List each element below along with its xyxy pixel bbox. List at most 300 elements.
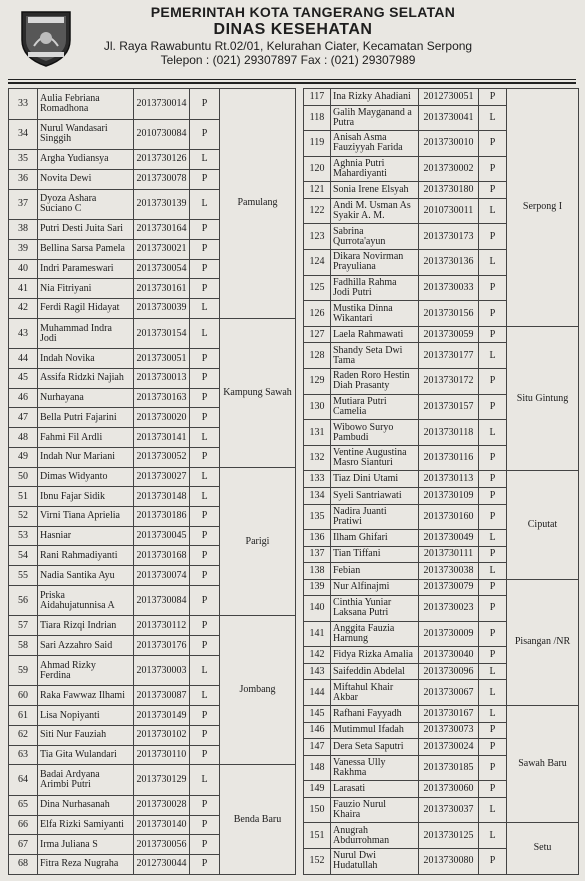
participant-name [331,579,419,596]
participant-name-line: Fadhilla Rahma [333,276,397,288]
gender: P [190,89,220,120]
participant-name-line: Ventine Augustina [333,447,407,459]
student-id: 2013730054 [134,259,190,279]
gender: P [479,755,507,781]
student-id: 2013730027 [134,467,190,487]
table-row [304,823,579,849]
gender: L [479,420,507,446]
row-number: 33 [9,89,38,120]
participant-name [331,563,419,580]
participant-name [331,739,419,756]
participant-name [331,663,419,680]
participant-name-line: Lisa Nopiyanti [40,709,100,721]
participant-name [331,530,419,547]
participant-name [38,239,134,259]
student-id: 2013730149 [134,706,190,726]
participant-name-line: Miftahul Khair [333,681,394,693]
gender: P [479,647,507,664]
participant-name-line: Tama [333,354,356,366]
participant-name-line: Irma Juliana S [40,838,98,850]
gender: L [190,189,220,220]
student-id: 2013730060 [419,781,479,798]
gender: L [479,105,507,131]
gender: P [479,182,507,199]
participant-name [38,795,134,815]
gender: L [479,250,507,276]
gender: P [479,394,507,420]
participant-name-line: Ferdina [40,669,71,681]
participant-name-line: Putri Desti Juita Sari [40,223,124,235]
participant-name-line: Dyoza Ashara [40,193,97,205]
participant-name [331,420,419,446]
participant-name [38,189,134,220]
row-number: 66 [9,815,38,835]
participant-name-line: Wikantari [333,312,373,324]
row-number: 143 [304,663,331,680]
gender: L [190,428,220,448]
gender: L [190,318,220,349]
gender: L [479,198,507,224]
participant-name-line: Putra [333,116,355,128]
participant-name [38,507,134,527]
row-number: 65 [9,795,38,815]
gender: P [479,579,507,596]
location-name: Setu [507,823,579,874]
gender: P [190,507,220,527]
participant-name [38,169,134,189]
student-id: 2013730168 [134,546,190,566]
participant-name [38,259,134,279]
participant-name-line: Nadia Santika Ayu [40,569,115,581]
gender: P [190,725,220,745]
participant-name-line: Larasati [333,782,366,794]
participant-name-line: Elfa Rizki Samiyanti [40,818,124,830]
row-number: 152 [304,848,331,874]
gender: L [479,706,507,723]
student-id: 2013730080 [419,848,479,874]
row-number: 34 [9,119,38,150]
student-id: 2013730186 [134,507,190,527]
participant-name [38,369,134,389]
participant-name [38,636,134,656]
participant-name-line: Rani Rahmadiyanti [40,549,118,561]
participant-name-line: Qurrota'ayun [333,235,386,247]
row-number: 129 [304,369,331,395]
gender: L [190,765,220,796]
participant-name [331,596,419,622]
student-id: 2013730126 [134,150,190,170]
participant-name [38,150,134,170]
gender: P [190,636,220,656]
participant-name-line: Masro Sianturi [333,457,393,469]
gender: L [479,680,507,706]
student-id: 2013730161 [134,279,190,299]
participant-name-line: Akbar [333,691,358,703]
student-id: 2013730013 [134,369,190,389]
gender: P [479,621,507,647]
participant-name-line: Priska [40,589,65,601]
participant-name-line: Fidya Rizka Amalia [333,649,413,661]
row-number: 55 [9,566,38,586]
participant-name-line: Tian Tiffani [333,548,381,560]
gender: P [190,795,220,815]
row-number: 146 [304,722,331,739]
participant-name [331,301,419,327]
gender: P [479,224,507,250]
row-number: 141 [304,621,331,647]
participant-name-line: Argha Yudiansya [40,153,109,165]
participant-name-line: Indri Parameswari [40,262,114,274]
gender: L [479,343,507,369]
government-name: PEMERINTAH KOTA TANGERANG SELATAN [150,4,456,20]
row-number: 46 [9,388,38,408]
row-number: 118 [304,105,331,131]
participant-name-line: Jodi [40,332,57,344]
participant-name-line: Shandy Seta Dwi [333,344,403,356]
participant-name-line: Dikara Novirman [333,251,404,263]
participant-name [38,855,134,875]
participant-name-line: Suciano C [40,203,82,215]
participant-name [331,369,419,395]
agency-name: DINAS KESEHATAN [213,21,373,38]
row-number: 148 [304,755,331,781]
participant-name [331,487,419,504]
student-id: 2013730023 [419,596,479,622]
location-name: Serpong I [507,89,579,327]
participant-table-right [303,88,579,875]
participant-name [331,250,419,276]
student-id: 2013730141 [134,428,190,448]
participant-name-line: Fahmi Fil Ardli [40,431,103,443]
student-id: 2013730164 [134,220,190,240]
gender: P [190,546,220,566]
participant-name-line: Prayuliana [333,261,376,273]
gender: P [479,301,507,327]
table-row [9,318,296,349]
participant-name-line: Saifeddin Abdelal [333,665,405,677]
location-name: Pisangan /NR [507,579,579,705]
student-id: 2013730021 [134,239,190,259]
row-number: 127 [304,326,331,343]
student-id: 2013730074 [134,566,190,586]
row-number: 57 [9,616,38,636]
student-id: 2013730177 [419,343,479,369]
gender: P [479,739,507,756]
gender: P [479,369,507,395]
participant-name [38,585,134,616]
row-number: 61 [9,706,38,726]
student-id: 2013730040 [419,647,479,664]
participant-name [331,445,419,471]
student-id: 2013730112 [134,616,190,636]
table-row [9,467,296,487]
participant-table-left [8,88,296,875]
participant-name [38,119,134,150]
student-id: 2013730185 [419,755,479,781]
participant-name-line: Ferdi Ragil Hidayat [40,302,120,314]
participant-name-line: Sonia Irene Elsyah [333,184,409,196]
student-id: 2013730118 [419,420,479,446]
participant-name-line: Febian [333,564,361,576]
gender: P [190,526,220,546]
student-id: 2013730113 [419,471,479,488]
participant-name [331,621,419,647]
row-number: 131 [304,420,331,446]
agency-phone-fax: Telepon : (021) 29307897 Fax : (021) 29307989 [160,53,416,67]
participant-name-line: Laela Rahmawati [333,328,404,340]
participant-name [331,706,419,723]
row-number: 122 [304,198,331,224]
student-id: 2013730148 [134,487,190,507]
student-id: 2013730109 [419,487,479,504]
participant-name [331,198,419,224]
participant-name-line: Khaira [333,809,361,820]
student-id: 2013730180 [419,182,479,199]
city-emblem-logo [14,6,78,70]
student-id: 2013730157 [419,394,479,420]
gender: P [479,89,507,106]
student-id: 2013730084 [134,585,190,616]
gender: L [479,563,507,580]
row-number: 126 [304,301,331,327]
participant-name [331,647,419,664]
row-number: 59 [9,655,38,686]
gender: P [479,326,507,343]
row-number: 140 [304,596,331,622]
gender: P [479,722,507,739]
participant-name [331,105,419,131]
student-id: 2013730173 [419,224,479,250]
participant-name-line: Romadhona [40,102,89,114]
gender: P [190,388,220,408]
participant-name [331,131,419,157]
student-id: 2013730176 [134,636,190,656]
participant-name-line: Arimbi Putri [40,779,91,791]
gender: P [190,835,220,855]
participant-name [331,504,419,530]
student-id: 2013730039 [134,299,190,319]
participant-name [38,655,134,686]
student-id: 2013730024 [419,739,479,756]
participant-name-line: Sabrina [333,225,364,237]
participant-name [38,428,134,448]
row-number: 136 [304,530,331,547]
participant-name-line: Dimas Widyanto [40,470,108,482]
gender: P [190,815,220,835]
participant-name-line: Wibowo Suryo [333,421,394,433]
gender: P [479,504,507,530]
gender: L [190,150,220,170]
header-divider-thick [8,82,576,84]
participant-name-line: Nurul Dwi [333,850,377,862]
participant-name-line: Muhammad Indra [40,322,112,334]
student-id: 2013730028 [134,795,190,815]
table-row [9,616,296,636]
participant-name-line: Abdurrohman [333,834,390,846]
row-number: 144 [304,680,331,706]
gender: P [190,349,220,369]
gender: P [479,487,507,504]
participant-name [38,616,134,636]
table-row [304,89,579,106]
participant-name-line: Badai Ardyana [40,769,100,781]
gender: P [479,546,507,563]
student-id: 2010730084 [134,119,190,150]
table-row [304,706,579,723]
location-name: Jombang [220,616,296,765]
participant-name-line: Fauzio Nurul [333,799,387,810]
gender: P [190,408,220,428]
gender: P [190,585,220,616]
gender: L [190,467,220,487]
participant-name [38,526,134,546]
participant-name [38,447,134,467]
participant-name [38,765,134,796]
row-number: 138 [304,563,331,580]
table-row [304,579,579,596]
gender: P [479,848,507,874]
participant-name [331,680,419,706]
row-number: 42 [9,299,38,319]
student-id: 2013730038 [419,563,479,580]
student-id: 2012730051 [419,89,479,106]
participant-name [331,781,419,798]
participant-name-line: Virni Tiana Aprielia [40,510,120,522]
student-id: 2013730051 [134,349,190,369]
row-number: 52 [9,507,38,527]
participant-name-line: Raka Fawwaz Ilhami [40,689,125,701]
participant-name-line: Indah Nur Mariani [40,451,115,463]
student-id: 2013730045 [134,526,190,546]
student-id: 2013730096 [419,663,479,680]
gender: P [190,566,220,586]
participant-name-line: Aidahujatunnisa A [40,599,115,611]
location-name: Ciputat [507,471,579,579]
participant-name-line: Syakir A. M. [333,210,385,222]
row-number: 130 [304,394,331,420]
table-row [9,89,296,120]
row-number: 142 [304,647,331,664]
student-id: 2013730033 [419,275,479,301]
row-number: 44 [9,349,38,369]
participant-name-line: Hasniar [40,530,72,542]
participant-name [331,394,419,420]
row-number: 51 [9,487,38,507]
gender: P [479,156,507,182]
participant-name-line: Bella Putri Fajarini [40,411,117,423]
participant-name-line: Vanessa Ully [333,756,386,768]
row-number: 64 [9,765,38,796]
student-id: 2013730078 [134,169,190,189]
student-id: 2013730059 [419,326,479,343]
participant-name [38,318,134,349]
student-id: 2013730010 [419,131,479,157]
student-id: 2013730167 [419,706,479,723]
gender: P [190,369,220,389]
gender: P [479,131,507,157]
row-number: 47 [9,408,38,428]
row-number: 125 [304,275,331,301]
student-id: 2013730079 [419,579,479,596]
gender: P [190,119,220,150]
gender: L [190,686,220,706]
student-id: 2013730111 [419,546,479,563]
participant-name [38,745,134,765]
row-number: 128 [304,343,331,369]
row-number: 56 [9,585,38,616]
agency-address: Jl. Raya Rawabuntu Rt.02/01, Kelurahan Ciater, Kecamatan Serpong [103,39,473,53]
participant-name [38,89,134,120]
participant-name-line: Pambudi [333,431,369,443]
participant-name-line: Nia Fitriyani [40,282,92,294]
participant-name-line: Fauziyyah Farida [333,142,403,154]
gender: P [190,169,220,189]
participant-name [38,299,134,319]
participant-name [331,89,419,106]
gender: P [190,855,220,875]
student-id: 2013730156 [419,301,479,327]
student-id: 2010730011 [419,198,479,224]
row-number: 120 [304,156,331,182]
student-id: 2013730002 [419,156,479,182]
participant-name [38,835,134,855]
row-number: 134 [304,487,331,504]
row-number: 60 [9,686,38,706]
gender: L [479,823,507,849]
student-id: 2013730073 [419,722,479,739]
gender: P [479,596,507,622]
gender: P [190,239,220,259]
student-id: 2013730125 [419,823,479,849]
student-id: 2013730041 [419,105,479,131]
gender: P [479,781,507,798]
gender: P [190,616,220,636]
participant-name-line: Ahmad Rizky [40,659,96,671]
participant-name-line: Mutiara Putri [333,395,387,407]
gender: P [479,471,507,488]
gender: P [190,259,220,279]
participant-name-line: Camelia [333,405,367,417]
student-id: 2013730160 [419,504,479,530]
gender: L [190,299,220,319]
row-number: 119 [304,131,331,157]
gender: L [479,530,507,547]
participant-name [331,848,419,874]
gender: P [190,220,220,240]
participant-name-line: Tiara Rizqi Indrian [40,619,117,631]
participant-name-line: Siti Nur Fauziah [40,729,107,741]
participant-name-line: Raden Roro Hestin [333,370,410,382]
participant-name-line: Singgih [40,133,72,145]
participant-name [38,686,134,706]
participant-name-line: Andi M. Usman As [333,200,411,212]
gender: P [190,279,220,299]
row-number: 39 [9,239,38,259]
location-name: Sawah Baru [507,706,579,823]
student-id: 2013730110 [134,745,190,765]
participant-name [38,220,134,240]
student-id: 2013730052 [134,447,190,467]
participant-name-line: Nurul Wandasari [40,123,108,135]
participant-name [38,725,134,745]
participant-name [38,408,134,428]
participant-name [331,755,419,781]
row-number: 45 [9,369,38,389]
participant-name-line: Anggita Fauzia [333,623,395,635]
participant-name [38,815,134,835]
gender: L [190,655,220,686]
participant-name [38,566,134,586]
